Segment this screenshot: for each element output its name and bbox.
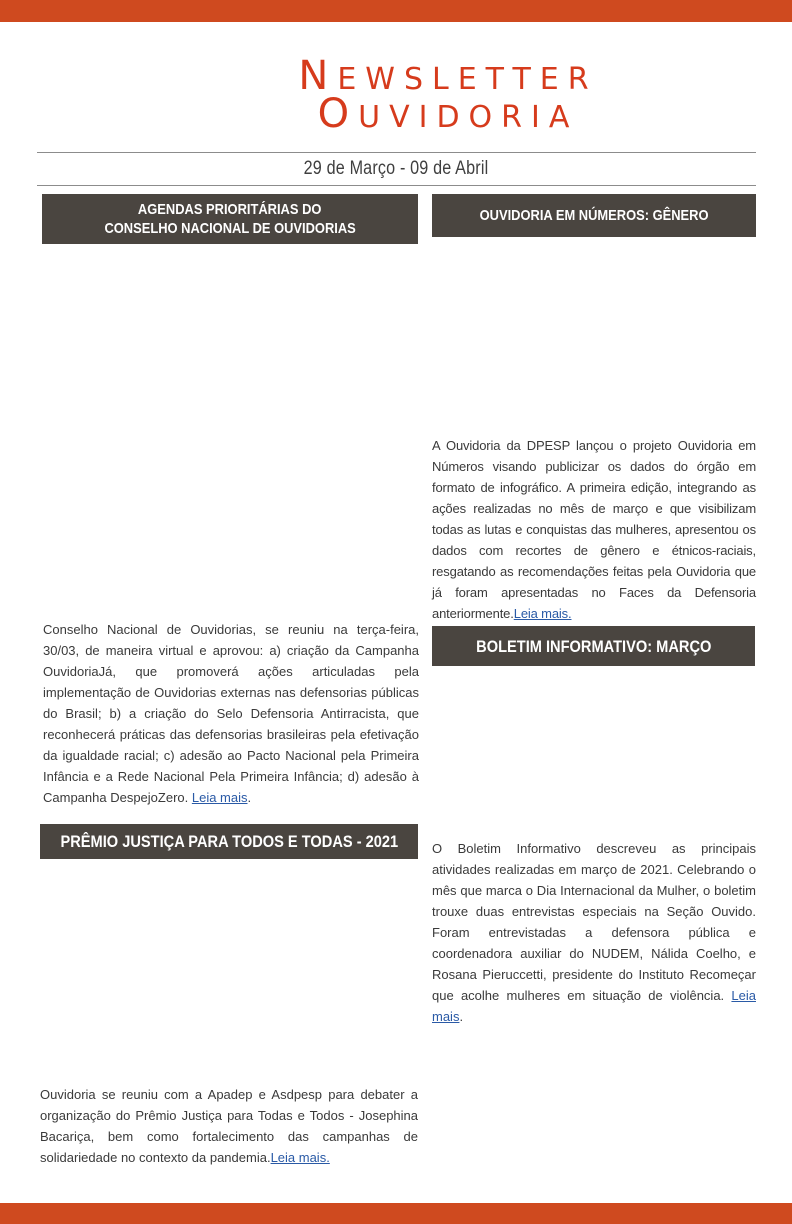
section-body-premio-text: Ouvidoria se reuniu com a Apadep e Asdpesp para debater a organização do Prêmio Justiça para Todas e Todos - Josephina Bacariça, bem como fortalecimento das campanhas de solidariedade no contexto da pandemia. [40,1087,418,1165]
bottom-accent-bar [0,1203,792,1224]
title-initial-letter: N [298,53,338,99]
section-body-agendas-period: . [247,790,252,805]
section-body-boletim-text: O Boletim Informativo descreveu as principais atividades realizadas em março de 2021. Celebrando o mês que marca o Dia Internacional da Mulher, o boletim trouxe duas entrevistas especiais na Seção Ouvido. Foram entrevistadas a defensora pública e coordenadora auxiliar do NUDEM, Nálida Coelho, e Rosana Pieruccetti, presidente do Instituto Recomeçar que acolhe mulheres em situação de violência. [432,841,756,1003]
section-header-agendas [42,194,418,244]
section-header-boletim [432,626,755,666]
section-header-numeros-label: OUVIDORIA EM NÚMEROS: GÊNERO [479,207,709,224]
section-body-numeros-text: A Ouvidoria da DPESP lançou o projeto Ouvidoria em Números visando publicizar os dados do órgão em formato de infográfico. A primeira edição, integrando as ações realizadas no mês de março e que visibilizam todas as lutas e conquistas das mulheres, apresentou os dados com recortes de gênero e étnicos-raciais, resgatando as recomendações feitas pela Ouvidoria que já foram apresentadas no Faces da Defensoria anteriormente. [432,438,756,621]
title-initial-letter: O [317,91,359,137]
newsletter-title-line1: NEWSLETTER [298,53,598,99]
section-body-boletim-period: . [459,1009,464,1024]
section-body-agendas [43,619,419,808]
section-header-premio-label: PRÊMIO JUSTIÇA PARA TODOS E TODAS - 2021 [60,832,398,851]
read-more-link-premio[interactable]: Leia mais. [270,1150,330,1165]
date-range: 29 de Março - 09 de Abril [303,158,489,179]
read-more-link-numeros[interactable]: Leia mais. [513,606,572,621]
section-header-numeros [432,194,756,237]
divider-top [37,152,756,153]
section-body-agendas-text: Conselho Nacional de Ouvidorias, se reuniu na terça-feira, 30/03, de maneira virtual e aprovou: a) criação da Campanha OuvidoriaJá, que promoverá ações articuladas pela implementação de Ouvidorias externas nas defensorias públicas do Brasil; b) a criação do Selo Defensoria Antirracista, que reconhecerá práticas das defensorias brasileiras pela efetivação da igualdade racial; c) adesão ao Pacto Nacional pela Primeira Infância e a Rede Nacional Pela Primeira Infância; d) adesão à Campanha DespejoZero. [43,622,419,805]
top-accent-bar [0,0,792,22]
read-more-link-boletim[interactable]: Leia mais [432,988,756,1024]
section-body-numeros [432,435,756,624]
section-body-premio [40,1084,418,1168]
divider-bottom [37,185,756,186]
read-more-link-agendas[interactable]: Leia mais [191,790,248,805]
section-body-boletim [432,838,756,1027]
section-header-agendas-line2: CONSELHO NACIONAL DE OUVIDORIAS [104,220,356,237]
section-header-boletim-label: BOLETIM INFORMATIVO: MARÇO [475,636,712,656]
section-header-agendas-line1: AGENDAS PRIORITÁRIAS DO [138,201,322,218]
section-header-premio [40,824,418,859]
newsletter-title-line2: OUVIDORIA [317,91,579,137]
